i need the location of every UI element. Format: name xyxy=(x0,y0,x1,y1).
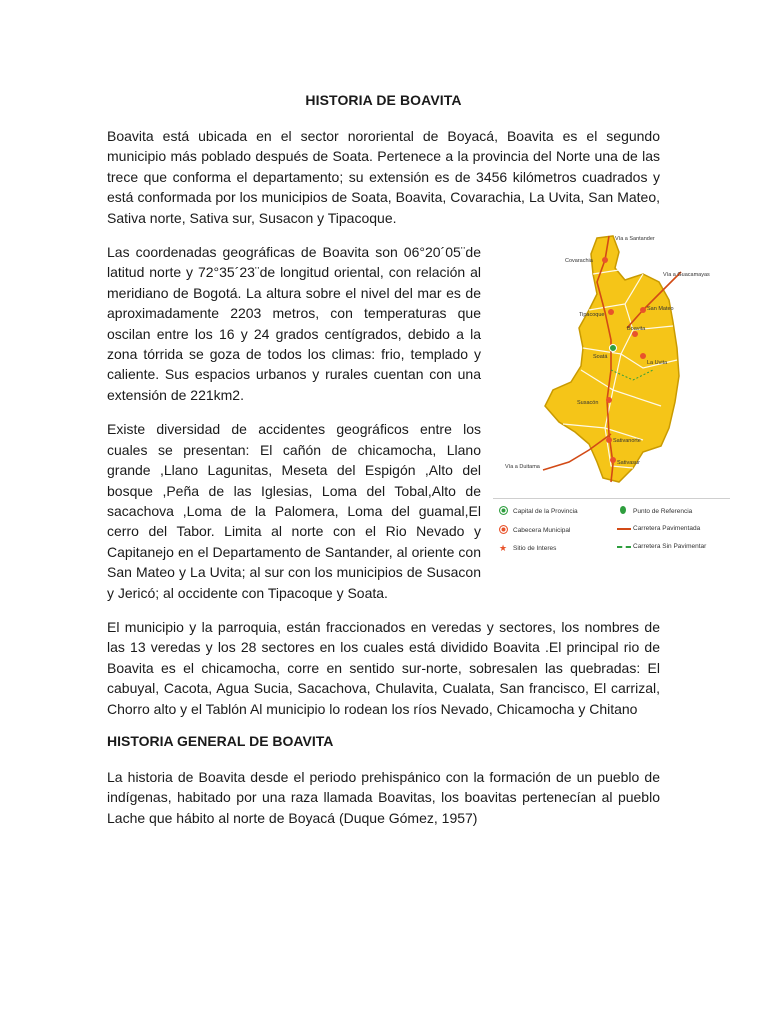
legend-item-sitio: ★ Sitio de Interes xyxy=(498,543,557,554)
paragraph-coordinates: Las coordenadas geográficas de Boavita son 06°20´05¨de latitud norte y 72°35´23¨de longitud oriental, con relación al meridiano de Bogotá. La altura sobre el nivel del mar es de aproximadamente 2203 metros, con temperaturas que oscilan entre los 16 y 24 grados centígrados, debido a la zona tórrida se goza de todos los climas: frio, templado y caliente. Sus espacios urbanos y rurales cuentan con una extensión de 221km2. xyxy=(107,244,481,403)
province-map xyxy=(493,230,730,498)
legend-item-referencia: Punto de Referencia xyxy=(617,506,692,516)
legend-divider xyxy=(493,498,730,499)
town-label-soata: Soatá xyxy=(593,354,608,361)
paved-road-icon xyxy=(617,525,629,532)
section-title: HISTORIA GENERAL DE BOAVITA xyxy=(107,732,334,749)
legend-item-pavimentada: Carretera Pavimentada xyxy=(617,525,700,532)
road-label-santander: Vía a Santander xyxy=(615,236,655,243)
road-label-duitama: Vía a Duitama xyxy=(505,464,540,471)
town-label-susacon: Susacón xyxy=(577,400,599,407)
town-label-boavita: Boavita xyxy=(627,326,646,333)
paragraph-veredas: El municipio y la parroquia, están fraccionados en veredas y sectores, los nombres de las 13 veredas y los 28 sectores en los cuales está dividido Boavita .El principal rio de Boavita es el chicamocha, corre en sentido sur-norte, sobresalen las quebradas: El cabuyal, Cacota, Agua Sucia, Sacachova, Chulavita, Cualata, San francisco, El carrizal, Chorro alto y el Tablón Al municipio lo rodean los ríos Nevado, Chicamocha y Chitano xyxy=(107,618,660,717)
legend-item-sin-pavimentar: Carretera Sin Pavimentar xyxy=(617,543,706,550)
province-shape xyxy=(545,236,679,482)
town-label-sativasur: Sativasur xyxy=(617,460,640,467)
paragraph-history: La historia de Boavita desde el periodo prehispánico con la formación de un pueblo de indígenas, habitado por una raza llamada Boavitas, los boavitas pertenecían al pueblo Lache que hábito al norte de Boyacá (Duque Gómez, 1957) xyxy=(107,768,660,826)
map-legend xyxy=(493,498,730,564)
town-label-tipacoque: Tipacoque xyxy=(579,312,605,319)
legend-item-capital: Capital de la Provincia xyxy=(497,506,578,517)
cabecera-marker-icon xyxy=(497,525,509,536)
reference-point-icon xyxy=(617,506,629,516)
province-map-figure xyxy=(493,230,730,565)
document-title: HISTORIA DE BOAVITA xyxy=(305,92,462,108)
unpaved-road-icon xyxy=(617,543,629,550)
capital-marker-icon xyxy=(497,506,509,517)
star-icon: ★ xyxy=(498,543,508,554)
paragraph-geography: Existe diversidad de accidentes geográficos entre los cuales se presentan: El cañón de chicamocha, Llano grande ,Llano Lagunitas, Meseta del Espigón ,Alto del bosque ,Peña de las Iglesias, Loma del Tobal,Alto de sacachova ,Loma de la Palomera, Loma del guamal,El cerro del Tabor. Limita al norte con el Rio Nevado y Capitanejo en el Departamento de Santander, al oriente con San Mateo y La Uvita; al sur con los municipios de Susacon y Jericó; al occidente con Tipacoque y Soata. xyxy=(107,421,481,601)
town-label-san-mateo: San Mateo xyxy=(647,306,674,313)
legend-item-cabecera: Cabecera Municipal xyxy=(497,525,570,536)
town-label-sativanorte: Sativanorte xyxy=(613,438,641,445)
town-label-covarachia: Covarachia xyxy=(565,258,593,265)
town-label-la-uvita: La Uvita xyxy=(647,360,668,367)
road-label-guacamayas: Vía a Guacamayas xyxy=(663,272,710,279)
paragraph-intro: Boavita está ubicada en el sector nororiental de Boyacá, Boavita es el segundo municipio más poblado después de Soata. Pertenece a la provincia del Norte una de las trece que conforma el departamento; su extensión es de 3456 kilómetros cuadrados y está conformada por los municipios de Soata, Boavita, Covarachia, La Uvita, San Mateo, Sativa norte, Sativa sur, Susacon y Tipacoque. xyxy=(107,128,660,226)
document-page xyxy=(107,92,710,842)
